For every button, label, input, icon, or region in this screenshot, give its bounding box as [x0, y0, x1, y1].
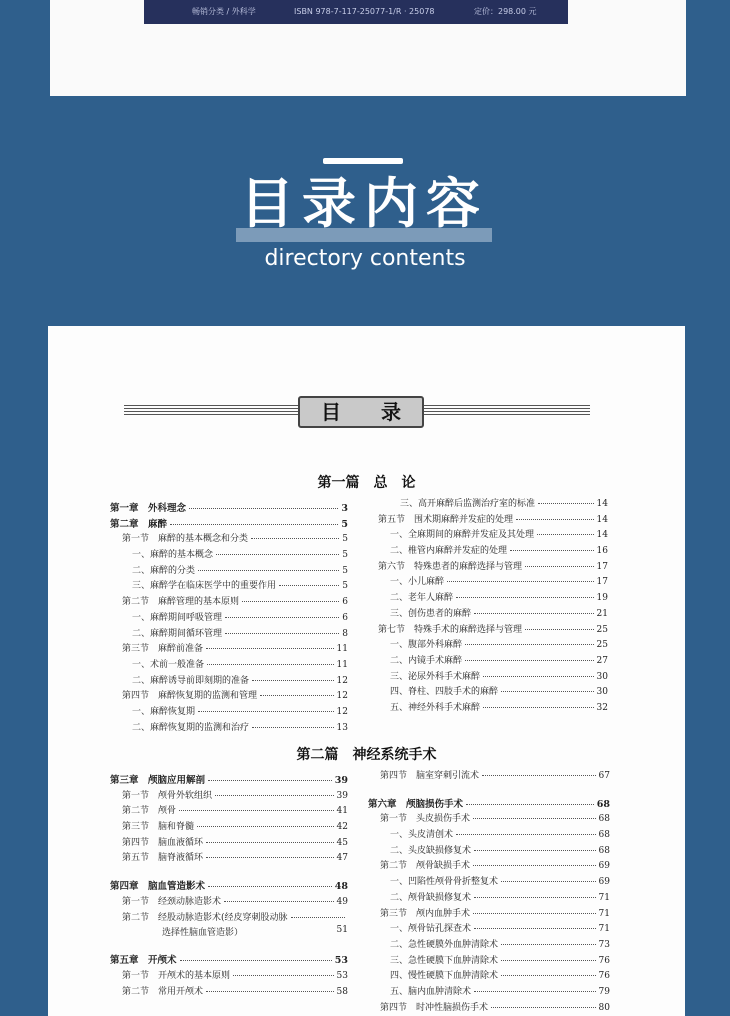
toc-entry-title: 五、脑内血肿清除术	[390, 986, 472, 997]
toc-entry	[368, 906, 610, 922]
book-price: 定价：298.00 元	[474, 7, 537, 16]
toc-entry-page: 27	[596, 655, 608, 666]
toc-entry	[368, 937, 610, 953]
part-two-heading: 第二篇 神经系统手术	[296, 747, 437, 763]
toc-entry-title: 第一章 外科理念	[110, 503, 187, 514]
toc-entry	[378, 574, 608, 590]
toc-entry	[110, 531, 348, 547]
toc-entry-page: 16	[596, 546, 608, 557]
toc-entry-page: 12	[336, 706, 348, 717]
toc-entry-page: 11	[336, 659, 348, 670]
dot-leader	[208, 780, 332, 781]
dot-leader	[465, 660, 594, 661]
toc-entry	[110, 925, 348, 940]
dot-leader	[198, 570, 339, 571]
toc-entry-page: 13	[336, 722, 348, 733]
dot-leader	[525, 566, 594, 567]
toc-entry	[110, 547, 348, 563]
toc-entry	[368, 768, 610, 784]
toc-entry-title: 选择性脑血管造影）	[162, 928, 244, 939]
toc-entry-title: 二、麻醉的分类	[132, 565, 196, 576]
toc-entry-title: 二、老年人麻醉	[390, 593, 454, 604]
toc-entry-page: 17	[596, 561, 608, 572]
dot-leader	[252, 680, 334, 681]
dot-leader	[198, 711, 334, 712]
dot-leader	[525, 629, 594, 630]
dot-leader	[483, 676, 594, 677]
dot-leader	[291, 917, 345, 918]
book-cover-card	[50, 0, 686, 96]
dot-leader	[252, 727, 334, 728]
toc-entry-title: 二、颅骨缺损修复术	[390, 892, 472, 903]
toc-entry	[110, 626, 348, 642]
dot-leader	[180, 960, 332, 961]
toc-entry-page: 68	[598, 845, 610, 856]
toc-entry-title: 五、神经外科手术麻醉	[390, 702, 481, 713]
toc-entry-page: 58	[336, 986, 348, 997]
toc-entry	[378, 622, 608, 638]
dot-leader	[473, 865, 596, 866]
toc-entry	[110, 772, 348, 788]
toc-column-2	[378, 496, 608, 716]
toc-entry	[378, 653, 608, 669]
dot-leader	[466, 804, 594, 805]
toc-entry-page: 39	[334, 775, 348, 786]
dot-leader	[537, 534, 594, 535]
toc-entry-title: 第四章 脑血管造影术	[110, 881, 206, 893]
toc-entry	[378, 700, 608, 716]
toc-entry	[110, 803, 348, 819]
dot-leader	[474, 991, 596, 992]
toc-entry-page: 71	[598, 924, 610, 935]
toc-entry-page: 5	[341, 518, 348, 530]
toc-entry	[110, 819, 348, 835]
dot-leader	[224, 901, 334, 902]
toc-entry	[378, 684, 608, 700]
toc-entry-title: 第二节 麻醉管理的基本原则	[122, 597, 240, 608]
toc-entry-page: 69	[598, 861, 610, 872]
dot-leader	[473, 818, 596, 819]
toc-entry-page: 79	[598, 986, 610, 997]
toc-entry	[378, 606, 608, 622]
part-one-heading: 第一篇 总 论	[317, 475, 416, 491]
toc-entry	[110, 688, 348, 704]
toc-entry	[110, 984, 348, 1000]
toc-entry-title: 第三节 脑和脊髓	[122, 822, 195, 833]
toc-entry	[378, 590, 608, 606]
toc-entry-page: 11	[336, 644, 348, 655]
dot-leader	[208, 886, 332, 887]
toc-column-3	[110, 772, 348, 999]
toc-entry-page: 51	[336, 925, 348, 936]
toc-entry	[368, 874, 610, 890]
book-isbn: ISBN 978-7-117-25077-1/R · 25078	[294, 7, 435, 16]
toc-entry-page: 8	[342, 628, 348, 639]
toc-entry-title: 一、凹陷性颅骨骨折整复术	[390, 877, 499, 888]
dot-leader	[206, 991, 334, 992]
toc-entry-page: 5	[342, 550, 348, 561]
dot-leader	[456, 597, 594, 598]
toc-entry	[110, 720, 348, 736]
toc-entry	[378, 669, 608, 685]
toc-entry-title: 第四节 时冲性脑损伤手术	[380, 1002, 489, 1013]
toc-entry-title: 一、腹部外科麻醉	[390, 640, 463, 651]
toc-entry-title: 一、麻醉恢复期	[132, 706, 196, 717]
dot-leader	[242, 601, 339, 602]
toc-entry-title: 第二节 颅骨缺损手术	[380, 861, 471, 872]
toc-entry-title: 第一节 头皮损伤手术	[380, 814, 471, 825]
dot-leader	[501, 960, 596, 961]
toc-entry	[368, 921, 610, 937]
toc-entry-title: 二、麻醉恢复期的监测和治疗	[132, 722, 250, 733]
toc-entry	[110, 641, 348, 657]
toc-entry-page: 5	[342, 581, 348, 592]
dot-leader	[189, 508, 338, 509]
dot-leader	[456, 834, 596, 835]
dot-leader	[465, 644, 594, 645]
toc-entry-title: 二、麻醉诱导前即刻期的准备	[132, 675, 250, 686]
toc-entry	[110, 850, 348, 866]
toc-entry	[110, 878, 348, 894]
toc-entry-title: 第三节 麻醉前准备	[122, 644, 204, 655]
dot-leader	[491, 1007, 596, 1008]
dot-leader	[474, 897, 596, 898]
dot-leader	[206, 857, 334, 858]
toc-entry-page: 76	[598, 971, 610, 982]
toc-entry	[110, 835, 348, 851]
dot-leader	[225, 617, 339, 618]
toc-entry-page: 17	[596, 577, 608, 588]
toc-entry-page: 14	[596, 514, 608, 525]
toc-entry-page: 68	[598, 814, 610, 825]
book-cover-strip	[144, 0, 568, 24]
toc-entry-page: 48	[334, 881, 348, 893]
toc-entry-page: 30	[596, 687, 608, 698]
toc-entry-page: 41	[336, 806, 348, 817]
toc-entry-title: 第四节 脑室穿刺引流术	[380, 771, 480, 781]
dot-leader	[233, 975, 334, 976]
toc-entry-title: 第二节 经股动脉造影术(经皮穿刺股动脉	[122, 912, 288, 923]
toc-entry-title: 第一节 麻醉的基本概念和分类	[122, 534, 249, 545]
toc-entry	[368, 890, 610, 906]
toc-entry	[368, 984, 610, 1000]
toc-entry	[378, 512, 608, 528]
toc-entry-page: 71	[598, 892, 610, 903]
toc-entry-title: 三、麻醉学在临床医学中的重要作用	[132, 581, 277, 592]
toc-entry	[110, 788, 348, 804]
toc-entry	[110, 594, 348, 610]
toc-entry-page: 53	[336, 970, 348, 981]
toc-entry-title: 一、小儿麻醉	[390, 577, 445, 588]
toc-entry-page: 67	[598, 771, 610, 781]
toc-entry-title: 三、泌尿外科手术麻醉	[390, 671, 481, 682]
toc-entry	[378, 543, 608, 559]
toc-entry-page: 14	[596, 530, 608, 541]
dot-leader	[447, 581, 594, 582]
toc-entry-page: 47	[336, 853, 348, 864]
toc-entry-page: 49	[336, 896, 348, 907]
toc-entry-title: 第六章 颅脑损伤手术	[368, 798, 464, 810]
dot-leader	[179, 810, 334, 811]
toc-entry	[110, 610, 348, 626]
toc-entry-title: 第二节 颅骨	[122, 806, 177, 817]
toc-entry-title: 第六节 特殊患者的麻醉选择与管理	[378, 561, 523, 572]
toc-entry-page: 39	[336, 790, 348, 801]
toc-page	[48, 326, 685, 1016]
toc-entry	[110, 952, 348, 968]
toc-column-4	[368, 768, 610, 1015]
toc-entry-page: 19	[596, 593, 608, 604]
toc-entry	[110, 578, 348, 594]
dot-leader	[538, 503, 594, 504]
toc-entry-page: 12	[336, 691, 348, 702]
dot-leader	[251, 538, 339, 539]
toc-entry-page: 12	[336, 675, 348, 686]
toc-entry-title: 二、椎管内麻醉并发症的处理	[390, 546, 508, 557]
toc-entry-title: 第四节 脑血液循环	[122, 837, 204, 848]
dot-leader	[510, 550, 594, 551]
dot-leader	[474, 613, 594, 614]
toc-entry-title: 第一节 开颅术的基本原则	[122, 970, 231, 981]
dot-leader	[483, 707, 594, 708]
toc-entry-title: 第一节 颅骨外软组织	[122, 790, 213, 801]
toc-entry-title: 第三章 颅脑应用解剖	[110, 775, 206, 786]
dot-leader	[260, 695, 334, 696]
toc-entry-title: 四、脊柱、四肢手术的麻醉	[390, 687, 499, 698]
toc-entry	[110, 500, 348, 516]
toc-entry-title: 二、麻醉期间循环管理	[132, 628, 223, 639]
toc-entry-title: 一、术前一般准备	[132, 659, 205, 670]
toc-entry-page: 32	[596, 702, 608, 713]
dot-leader	[197, 826, 334, 827]
dot-leader	[474, 850, 596, 851]
toc-entry-page: 69	[598, 877, 610, 888]
toc-entry-page: 68	[596, 798, 610, 810]
toc-entry	[110, 563, 348, 579]
toc-entry-title: 一、全麻期间的麻醉并发症及其处理	[390, 530, 535, 541]
toc-entry-title: 一、麻醉的基本概念	[132, 550, 214, 561]
toc-entry-page: 25	[596, 624, 608, 635]
toc-entry-title: 三、高开麻醉后监测治疗室的标准	[400, 499, 536, 509]
toc-entry	[378, 527, 608, 543]
toc-entry-page: 21	[596, 608, 608, 619]
dot-leader	[206, 842, 334, 843]
toc-entry-page: 14	[596, 499, 608, 509]
toc-entry	[378, 496, 608, 512]
toc-entry-page: 80	[598, 1002, 610, 1013]
toc-entry-title: 第五章 开颅术	[110, 955, 177, 967]
toc-entry-title: 三、急性硬膜下血肿清除术	[390, 955, 499, 966]
toc-entry-title: 二、头皮缺损修复术	[390, 845, 472, 856]
toc-entry-page: 6	[342, 597, 348, 608]
toc-entry-page: 68	[598, 830, 610, 841]
dot-leader	[225, 633, 339, 634]
heading-accent-bar	[323, 158, 403, 164]
dot-leader	[501, 975, 596, 976]
toc-entry	[110, 910, 348, 926]
dot-leader	[501, 691, 594, 692]
toc-entry	[368, 827, 610, 843]
section-subtitle: directory contents	[264, 246, 466, 271]
toc-entry-title: 第二节 常用开颅术	[122, 986, 204, 997]
toc-entry-title: 第一节 经颈动脉造影术	[122, 896, 222, 907]
toc-entry	[110, 673, 348, 689]
toc-column-1	[110, 500, 348, 735]
dot-leader	[216, 554, 339, 555]
toc-entry-page: 5	[342, 534, 348, 545]
toc-entry-title: 一、颅骨钻孔探查术	[390, 924, 472, 935]
toc-entry-page: 71	[598, 908, 610, 919]
toc-entry-page: 42	[336, 822, 348, 833]
toc-entry-title: 一、麻醉期间呼吸管理	[132, 612, 223, 623]
dot-leader	[170, 524, 338, 525]
toc-entry	[368, 953, 610, 969]
toc-entry-title: 第五节 围术期麻醉并发症的处理	[378, 514, 514, 525]
toc-entry-page: 6	[342, 612, 348, 623]
dot-leader	[207, 664, 334, 665]
dot-leader	[473, 913, 596, 914]
toc-entry-page: 53	[334, 955, 348, 967]
toc-entry-title: 二、内镜手术麻醉	[390, 655, 463, 666]
toc-entry-page: 25	[596, 640, 608, 651]
toc-entry	[368, 968, 610, 984]
dot-leader	[482, 775, 596, 776]
dot-leader	[516, 519, 594, 520]
toc-entry	[368, 1000, 610, 1016]
dot-leader	[501, 881, 596, 882]
toc-entry-title: 第三节 颅内血肿手术	[380, 908, 471, 919]
toc-entry	[378, 559, 608, 575]
toc-entry-title: 四、慢性硬膜下血肿清除术	[390, 971, 499, 982]
toc-entry-title: 一、头皮清创术	[390, 830, 454, 841]
section-title: 目录内容	[240, 172, 488, 235]
toc-entry-title: 第二章 麻醉	[110, 518, 168, 530]
toc-entry-title: 第五节 脑脊液循环	[122, 853, 204, 864]
toc-entry-page: 30	[596, 671, 608, 682]
toc-entry-title: 第七节 特殊手术的麻醉选择与管理	[378, 624, 523, 635]
toc-entry	[368, 796, 610, 812]
dot-leader	[206, 648, 334, 649]
toc-banner: 目 录	[298, 396, 424, 428]
toc-entry-title: 第四节 麻醉恢复期的监测和管理	[122, 691, 258, 702]
toc-entry-page: 76	[598, 955, 610, 966]
toc-entry-page: 73	[598, 939, 610, 950]
toc-entry	[110, 704, 348, 720]
toc-entry	[378, 637, 608, 653]
toc-entry	[110, 968, 348, 984]
toc-entry	[368, 811, 610, 827]
toc-entry-page: 3	[341, 503, 348, 514]
book-category: 畅销分类 / 外科学	[192, 7, 256, 16]
dot-leader	[474, 928, 596, 929]
toc-entry	[110, 657, 348, 673]
toc-entry-page: 45	[336, 837, 348, 848]
toc-entry-title: 三、创伤患者的麻醉	[390, 608, 472, 619]
dot-leader	[501, 944, 596, 945]
toc-entry	[110, 516, 348, 532]
toc-entry	[368, 858, 610, 874]
toc-entry-page: 5	[342, 565, 348, 576]
dot-leader	[215, 795, 334, 796]
toc-entry	[368, 843, 610, 859]
toc-entry	[110, 894, 348, 910]
toc-entry-title: 二、急性硬膜外血肿清除术	[390, 939, 499, 950]
dot-leader	[279, 585, 339, 586]
